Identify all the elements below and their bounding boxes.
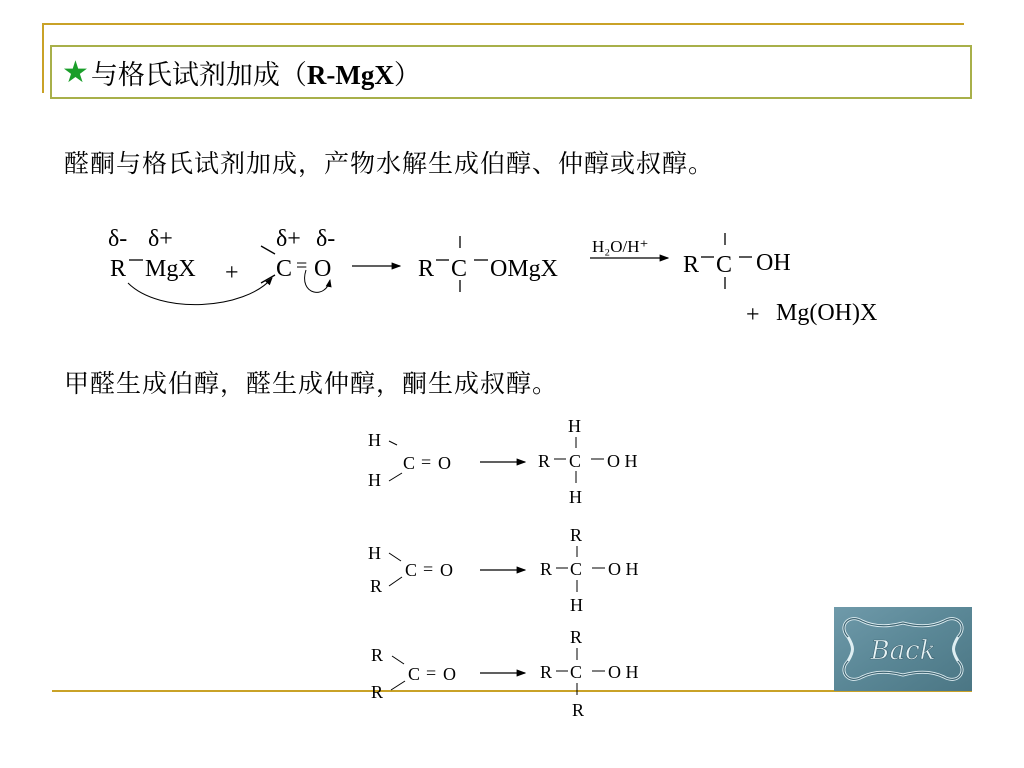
delta-plus-label: δ+ [148,226,173,252]
product-oh: O H [608,662,639,682]
product-top: R [570,525,583,545]
star-icon: ★ [62,54,89,90]
product-r: R [540,559,553,579]
bond-line [389,441,397,445]
summary-text: 甲醛生成伯醇，醛生成仲醇，酮生成叔醇。 [64,369,559,398]
plus-sign: + [746,302,760,328]
product-oh: OH [756,250,791,276]
product-bottom: H [569,487,582,507]
back-button-label: Back [870,636,936,666]
carbonyl-oxygen: O [314,256,332,282]
product-c: C [716,252,733,278]
carbonyl-oxygen: O [443,664,456,684]
delta-plus-label: δ+ [276,226,301,252]
intro-text: 醛酮与格氏试剂加成，产物水解生成伯醇、仲醇或叔醇。 [64,149,715,178]
byproduct: Mg(OH)X [776,300,878,326]
carbonyl-oxygen: O [440,560,453,580]
slide-title: 与格氏试剂加成（R-MgX） [90,59,421,91]
carbonyl-carbon: C [405,560,418,580]
intermediate-r: R [418,256,435,282]
product-top: H [568,416,581,436]
substituent-bottom: R [371,682,384,702]
product-c: C [570,662,583,682]
bond-line [389,473,402,481]
product-r: R [683,252,700,278]
plus-sign: + [225,260,239,286]
main-reaction [108,226,877,328]
product-bottom: R [572,700,585,720]
delta-minus-label: δ- [108,226,128,252]
substituent-top: H [368,430,381,450]
substituent-bottom: R [370,576,383,596]
product-r: R [538,451,551,471]
double-bond: = [423,559,434,579]
product-c: C [570,559,583,579]
product-c: C [569,451,582,471]
reagent-r: R [110,256,127,282]
substituent-top: R [371,645,384,665]
product-bottom: H [570,595,583,615]
bond-line [392,656,404,664]
intermediate-c: C [451,256,468,282]
reaction-conditions: H₂O/H⁺ [592,237,649,256]
intermediate-omgx: OMgX [490,256,559,282]
example-ketone [371,627,639,720]
double-bond: = [421,452,432,472]
carbonyl-oxygen: O [438,453,451,473]
carbonyl-carbon: C [276,256,293,282]
product-oh: O H [607,451,638,471]
carbonyl-carbon: C [408,664,421,684]
product-top: R [570,627,583,647]
delta-minus-label: δ- [316,226,336,252]
bond-line [261,246,275,254]
product-oh: O H [608,559,639,579]
bond-line [389,553,401,561]
example-formaldehyde [368,416,638,507]
product-r: R [540,662,553,682]
double-bond: = [426,663,437,683]
double-bond: = [296,255,308,277]
back-button[interactable] [834,607,972,691]
bond-line [391,681,405,690]
example-aldehyde [368,525,639,615]
reagent-mgx: MgX [145,256,196,282]
substituent-bottom: H [368,470,381,490]
carbonyl-carbon: C [403,453,416,473]
substituent-top: H [368,543,381,563]
bond-line [389,577,402,586]
